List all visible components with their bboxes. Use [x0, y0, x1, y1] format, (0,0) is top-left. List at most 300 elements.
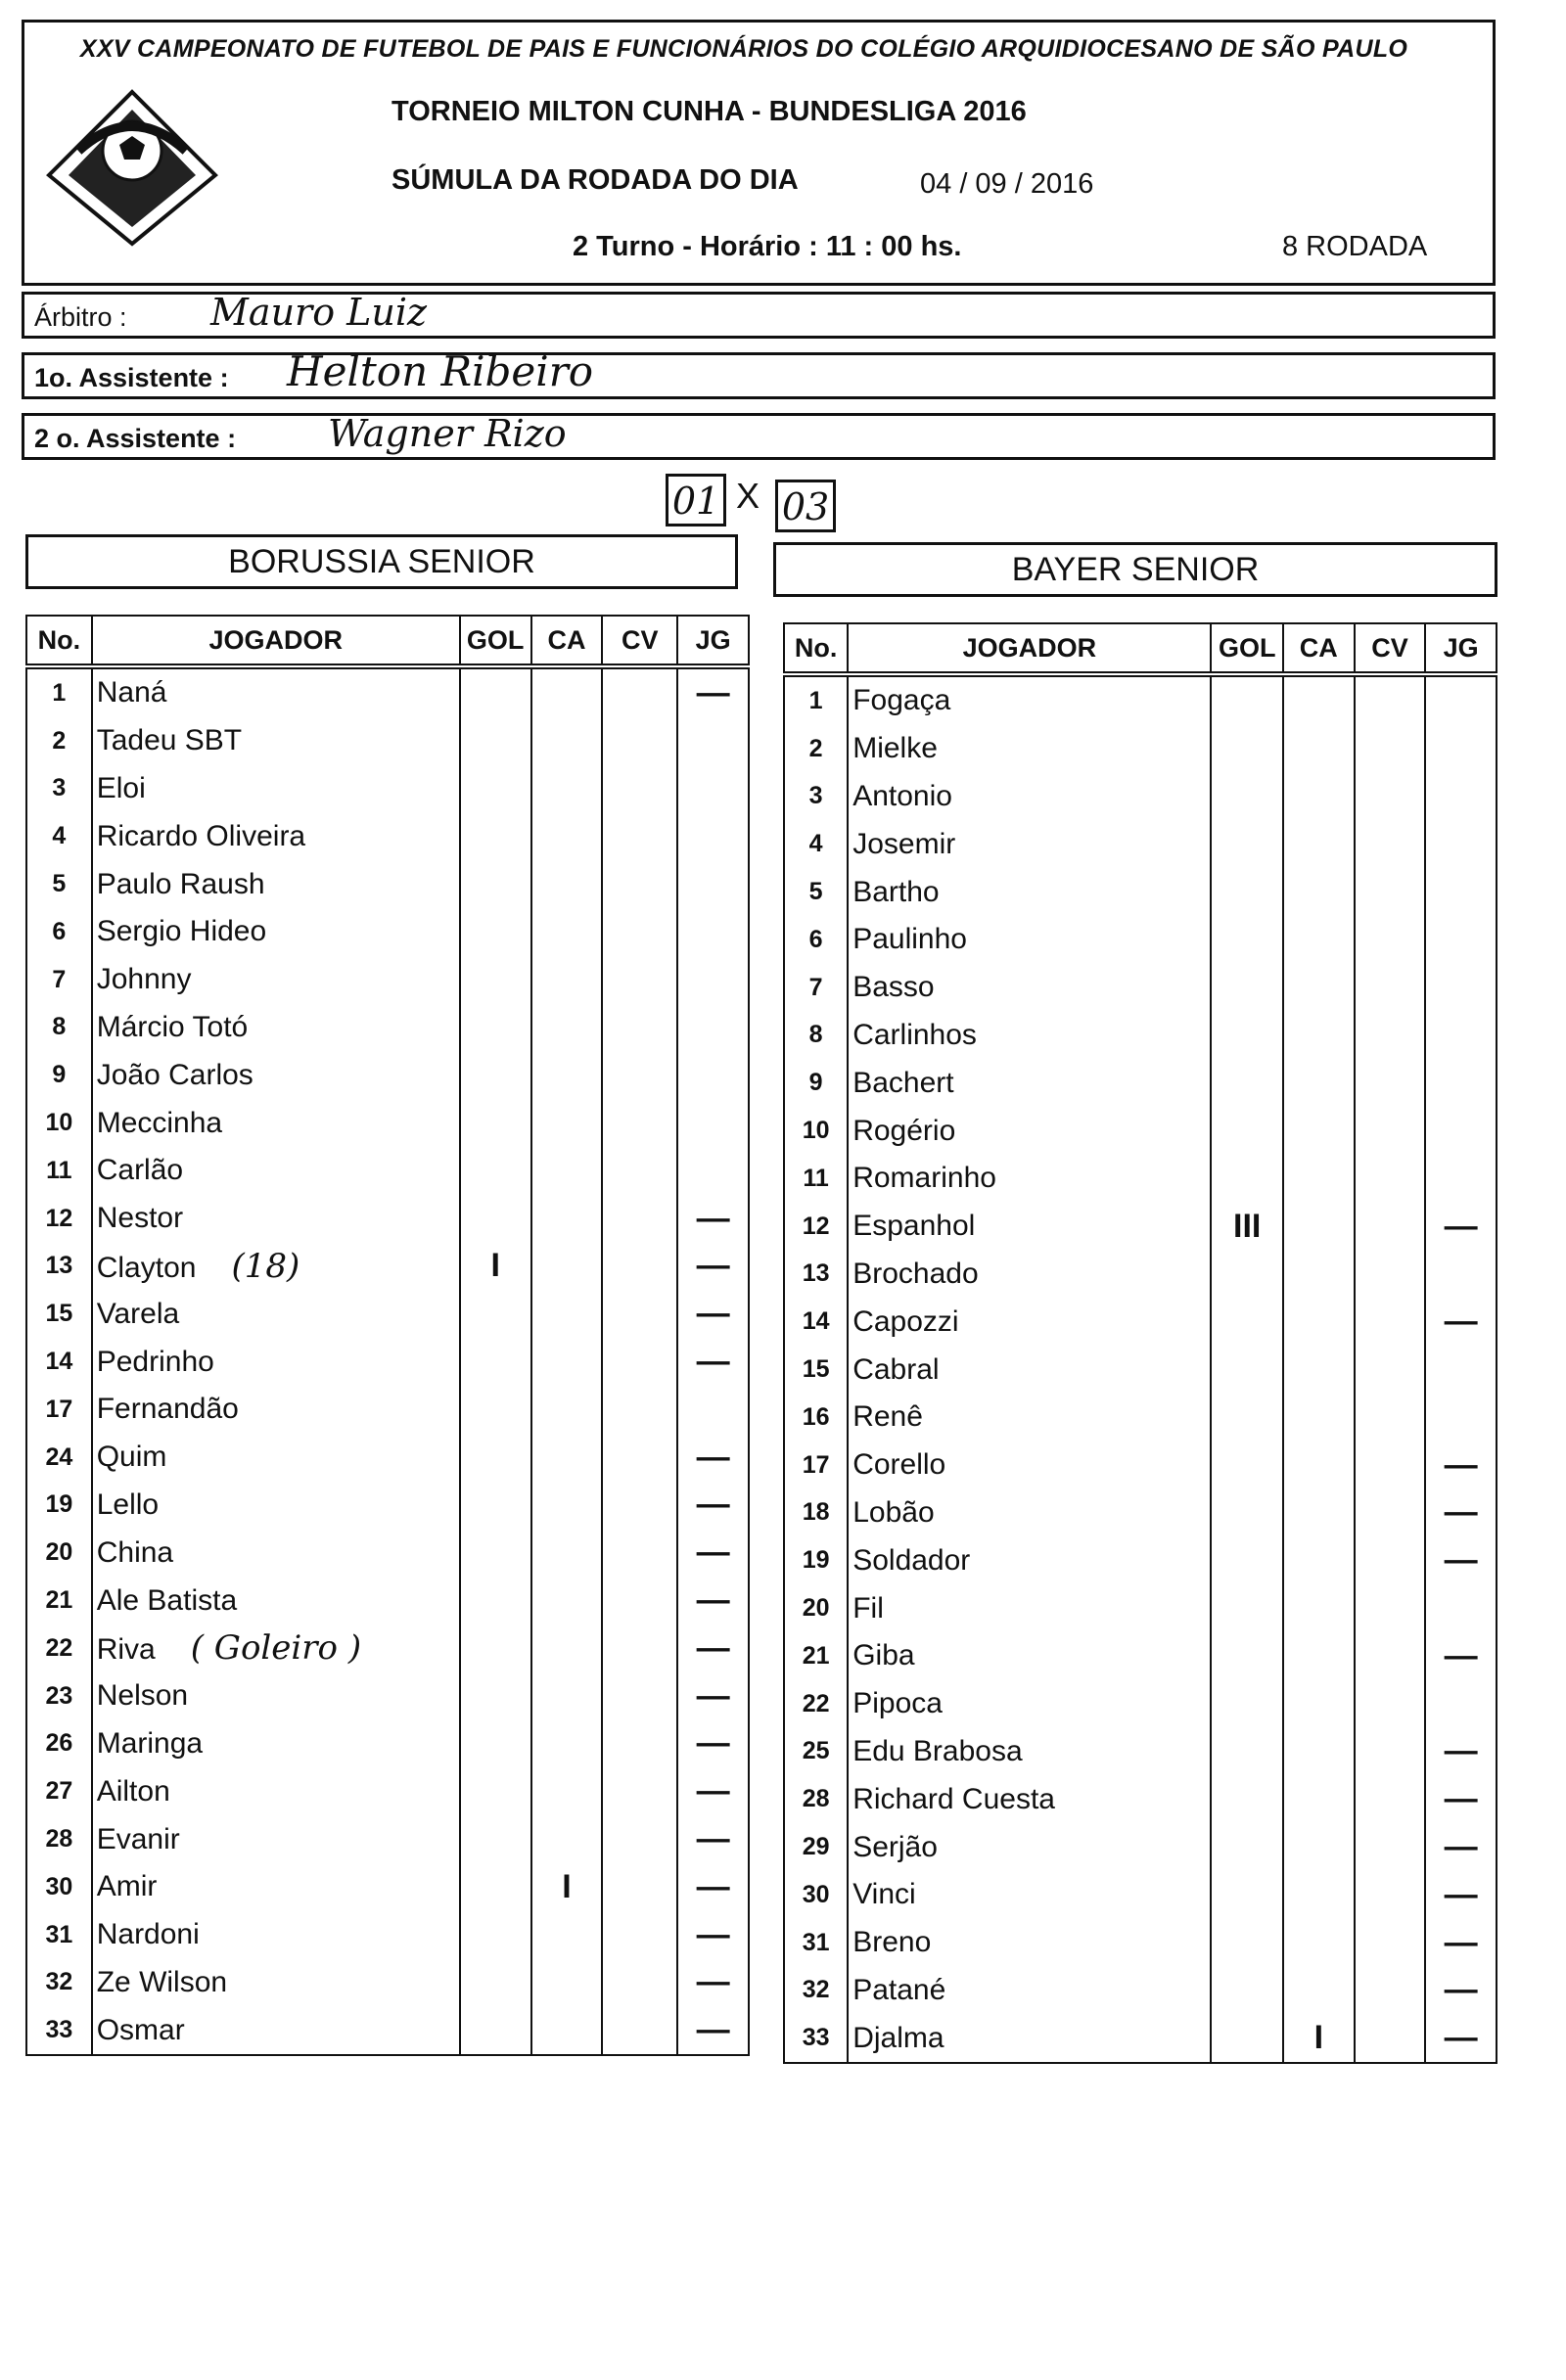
gol-cell — [460, 1911, 531, 1959]
player-name-text: Ricardo Oliveira — [96, 819, 306, 852]
player-name — [92, 1672, 460, 1720]
gol-cell — [1211, 1632, 1282, 1680]
gol-cell — [460, 1959, 531, 2007]
player-name — [848, 1251, 1211, 1299]
player-name — [92, 1815, 460, 1863]
gol-cell — [460, 1482, 531, 1530]
player-name — [92, 1386, 460, 1434]
assistant2-row — [22, 413, 1496, 460]
gol-cell — [460, 908, 531, 956]
player-name-text: Johnny — [96, 963, 192, 996]
table-row — [784, 1155, 1497, 1203]
table-row — [784, 868, 1497, 916]
player-name — [848, 1012, 1211, 1060]
ca-cell — [1283, 916, 1355, 964]
player-name-text: Carlinhos — [852, 1018, 977, 1051]
gol-cell — [460, 1625, 531, 1672]
player-number: 4 — [784, 820, 848, 868]
cv-cell — [602, 1577, 677, 1625]
table-row — [784, 1442, 1497, 1489]
jg-cell — [1425, 1394, 1497, 1442]
player-number: 17 — [26, 1386, 92, 1434]
ca-cell — [1283, 1107, 1355, 1155]
jg-cell — [677, 1386, 749, 1434]
player-name — [92, 1099, 460, 1147]
ca-cell — [1283, 1871, 1355, 1919]
table-row — [784, 1919, 1497, 1967]
jg-cell — [677, 717, 749, 765]
col-gol: GOL — [1211, 623, 1282, 674]
cv-cell — [1355, 1203, 1426, 1251]
player-number: 33 — [784, 2014, 848, 2063]
gol-cell — [1211, 1298, 1282, 1346]
player-name-text: Ze Wilson — [96, 1965, 228, 1998]
tournament-name: TORNEIO MILTON CUNHA - BUNDESLIGA 2016 — [392, 96, 1027, 127]
ca-cell — [531, 1577, 603, 1625]
ca-cell — [531, 1290, 603, 1338]
player-name — [848, 1823, 1211, 1871]
player-number: 12 — [784, 1203, 848, 1251]
ca-cell — [1283, 725, 1355, 773]
ca-cell — [531, 1720, 603, 1768]
player-number: 8 — [784, 1012, 848, 1060]
jg-cell: — — [677, 1195, 749, 1243]
jg-cell — [677, 860, 749, 908]
ca-cell — [531, 1099, 603, 1147]
table-row — [784, 773, 1497, 821]
player-number: 32 — [26, 1959, 92, 2007]
player-number: 5 — [784, 868, 848, 916]
table-row — [26, 1482, 749, 1530]
ca-cell — [531, 1147, 603, 1195]
ca-cell — [531, 1434, 603, 1482]
player-name — [92, 1863, 460, 1911]
player-number: 27 — [26, 1767, 92, 1815]
player-name-text: Breno — [852, 1926, 932, 1959]
table-row — [784, 916, 1497, 964]
player-name — [92, 956, 460, 1004]
player-name-text: Amir — [96, 1870, 158, 1903]
championship-title: XXV CAMPEONATO DE FUTEBOL DE PAIS E FUNCIONÁRIOS DO COLÉGIO ARQUIDIOCESANO DE SÃO PAULO — [79, 35, 1408, 63]
ca-cell — [1283, 1298, 1355, 1346]
referee-row — [22, 292, 1496, 339]
cv-cell — [602, 1625, 677, 1672]
player-name-text: Ailton — [96, 1774, 170, 1808]
table-row — [26, 1004, 749, 1052]
player-name — [92, 1577, 460, 1625]
player-name — [848, 1203, 1211, 1251]
player-number: 11 — [26, 1147, 92, 1195]
ca-cell — [1283, 1680, 1355, 1728]
table-row — [784, 1489, 1497, 1537]
player-number: 33 — [26, 2006, 92, 2055]
cv-cell — [1355, 1680, 1426, 1728]
cv-cell — [602, 1147, 677, 1195]
table-row — [784, 1059, 1497, 1107]
table-row — [784, 725, 1497, 773]
player-number: 8 — [26, 1004, 92, 1052]
jg-cell — [1425, 1107, 1497, 1155]
cv-cell — [602, 1720, 677, 1768]
player-name — [848, 1298, 1211, 1346]
col-cv: CV — [1355, 623, 1426, 674]
table-row — [784, 1680, 1497, 1728]
table-row — [26, 1911, 749, 1959]
player-number: 28 — [26, 1815, 92, 1863]
gol-cell — [460, 1863, 531, 1911]
cv-cell — [1355, 1775, 1426, 1823]
assistant2-label: 2 o. Assistente : — [34, 424, 237, 453]
cv-cell — [1355, 1394, 1426, 1442]
table-row — [26, 1863, 749, 1911]
table-row — [784, 1251, 1497, 1299]
jg-cell: — — [677, 1959, 749, 2007]
score-separator: X — [736, 476, 760, 516]
player-name — [92, 1051, 460, 1099]
player-name-text: Meccinha — [96, 1106, 223, 1139]
player-number: 16 — [784, 1394, 848, 1442]
ca-cell — [531, 717, 603, 765]
table-row — [26, 908, 749, 956]
gol-cell — [1211, 1442, 1282, 1489]
cv-cell — [1355, 1442, 1426, 1489]
cv-cell — [602, 1243, 677, 1291]
gol-cell — [1211, 773, 1282, 821]
player-name-text: Sergio Hideo — [96, 915, 267, 948]
table-row — [784, 1632, 1497, 1680]
referee-name: Mauro Luiz — [210, 291, 428, 334]
gol-cell — [460, 1386, 531, 1434]
player-number: 31 — [784, 1919, 848, 1967]
jg-cell: — — [677, 1625, 749, 1672]
player-name — [92, 812, 460, 860]
player-name-text: Edu Brabosa — [852, 1734, 1023, 1767]
ca-cell — [1283, 773, 1355, 821]
player-number: 31 — [26, 1911, 92, 1959]
cv-cell — [1355, 1012, 1426, 1060]
table-row — [784, 1203, 1497, 1251]
player-name-text: Basso — [852, 971, 935, 1004]
player-number: 11 — [784, 1155, 848, 1203]
player-name-text: Rogério — [852, 1114, 956, 1147]
gol-cell — [460, 1099, 531, 1147]
jg-cell — [677, 908, 749, 956]
gol-cell — [1211, 964, 1282, 1012]
player-name-text: Renê — [852, 1400, 923, 1434]
school-logo-icon — [39, 82, 225, 253]
gol-cell — [1211, 1536, 1282, 1584]
gol-cell — [460, 1720, 531, 1768]
player-name — [848, 1107, 1211, 1155]
gol-cell — [1211, 1680, 1282, 1728]
jg-cell — [677, 765, 749, 813]
player-name-text: Varela — [96, 1297, 180, 1330]
table-row — [26, 1625, 749, 1672]
player-name-text: Antonio — [852, 779, 952, 812]
cv-cell — [602, 860, 677, 908]
gol-cell — [460, 956, 531, 1004]
table-row — [26, 1434, 749, 1482]
ca-cell — [531, 1529, 603, 1577]
cv-cell — [602, 1815, 677, 1863]
player-name — [92, 1482, 460, 1530]
cv-cell — [602, 1386, 677, 1434]
jg-cell — [1425, 1584, 1497, 1632]
player-number: 3 — [784, 773, 848, 821]
table-row — [784, 1298, 1497, 1346]
gol-cell — [1211, 1775, 1282, 1823]
player-name-text: Vinci — [852, 1878, 916, 1911]
assistant1-name: Helton Ribeiro — [287, 347, 594, 395]
gol-cell — [1211, 1584, 1282, 1632]
table-row — [784, 1394, 1497, 1442]
jg-cell: — — [1425, 1967, 1497, 2015]
cv-cell — [602, 908, 677, 956]
player-name — [92, 1767, 460, 1815]
table-row — [784, 1775, 1497, 1823]
player-number: 1 — [784, 674, 848, 725]
cv-cell — [602, 1099, 677, 1147]
jg-cell: — — [1425, 1728, 1497, 1776]
player-name-text: Paulinho — [852, 923, 967, 956]
gol-cell — [460, 717, 531, 765]
ca-cell — [531, 1195, 603, 1243]
jg-cell: — — [677, 1434, 749, 1482]
player-number: 19 — [26, 1482, 92, 1530]
cv-cell — [602, 717, 677, 765]
table-row — [784, 1584, 1497, 1632]
player-name-text: Eloi — [96, 771, 146, 804]
jg-cell — [1425, 1012, 1497, 1060]
ca-cell — [1283, 1203, 1355, 1251]
player-name — [848, 1775, 1211, 1823]
player-name-text: Josemir — [852, 827, 956, 860]
jg-cell: — — [1425, 2014, 1497, 2063]
gol-cell — [460, 1195, 531, 1243]
player-number: 2 — [26, 717, 92, 765]
home-roster-table — [25, 615, 750, 2056]
gol-cell — [1211, 820, 1282, 868]
gol-cell — [460, 1004, 531, 1052]
cv-cell — [602, 1338, 677, 1386]
player-name-text: Nardoni — [96, 1918, 200, 1951]
cv-cell — [1355, 820, 1426, 868]
player-name-text: Fil — [852, 1591, 884, 1625]
player-name — [92, 765, 460, 813]
player-name — [92, 1243, 460, 1291]
player-number: 32 — [784, 1967, 848, 2015]
table-row — [26, 666, 749, 717]
match-date: 04 / 09 / 2016 — [920, 168, 1094, 200]
player-name — [92, 1529, 460, 1577]
player-name-text: Osmar — [96, 2013, 185, 2046]
table-row — [784, 1871, 1497, 1919]
player-name-text: Djalma — [852, 2021, 944, 2054]
table-row — [26, 1338, 749, 1386]
ca-cell — [1283, 1919, 1355, 1967]
table-row — [26, 1767, 749, 1815]
player-name — [848, 1346, 1211, 1394]
ca-cell — [1283, 1584, 1355, 1632]
col-gol: GOL — [460, 616, 531, 666]
gol-cell — [1211, 916, 1282, 964]
table-row — [26, 1099, 749, 1147]
gol-cell — [1211, 1394, 1282, 1442]
cv-cell — [1355, 1107, 1426, 1155]
jg-cell: — — [677, 1911, 749, 1959]
home-team-name: BORUSSIA SENIOR — [25, 534, 738, 589]
cv-cell — [1355, 1059, 1426, 1107]
gol-cell — [460, 812, 531, 860]
ca-cell — [531, 1004, 603, 1052]
cv-cell — [1355, 674, 1426, 725]
player-name-text: Carlão — [96, 1154, 184, 1187]
player-number: 30 — [26, 1863, 92, 1911]
player-name — [848, 725, 1211, 773]
player-number: 9 — [784, 1059, 848, 1107]
cv-cell — [602, 1290, 677, 1338]
player-name-text: Lobão — [852, 1495, 935, 1529]
cv-cell — [1355, 1967, 1426, 2015]
player-note: ( Goleiro ) — [190, 1628, 362, 1669]
player-name-text: Nelson — [96, 1679, 189, 1713]
player-number: 17 — [784, 1442, 848, 1489]
ca-cell — [531, 1959, 603, 2007]
gol-cell — [460, 1815, 531, 1863]
jg-cell — [1425, 773, 1497, 821]
player-name — [848, 1728, 1211, 1776]
jg-cell — [1425, 1680, 1497, 1728]
table-row — [784, 1728, 1497, 1776]
col-jg: JG — [677, 616, 749, 666]
jg-cell: — — [677, 1243, 749, 1291]
cv-cell — [1355, 1251, 1426, 1299]
jg-cell: — — [677, 1863, 749, 1911]
table-row — [26, 1577, 749, 1625]
cv-cell — [1355, 2014, 1426, 2063]
ca-cell — [1283, 1155, 1355, 1203]
player-name — [848, 1632, 1211, 1680]
col-no: No. — [26, 616, 92, 666]
jg-cell: — — [1425, 1203, 1497, 1251]
cv-cell — [1355, 1728, 1426, 1776]
player-name — [92, 1434, 460, 1482]
cv-cell — [1355, 916, 1426, 964]
jg-cell: — — [1425, 1489, 1497, 1537]
ca-cell — [531, 2006, 603, 2055]
cv-cell — [602, 1911, 677, 1959]
gol-cell — [460, 1051, 531, 1099]
gol-cell — [1211, 674, 1282, 725]
player-name — [848, 868, 1211, 916]
cv-cell — [1355, 1346, 1426, 1394]
player-name — [848, 964, 1211, 1012]
jg-cell: — — [677, 1672, 749, 1720]
jg-cell — [1425, 674, 1497, 725]
gol-cell — [460, 2006, 531, 2055]
cv-cell — [1355, 1632, 1426, 1680]
ca-cell — [531, 1767, 603, 1815]
cv-cell — [602, 1863, 677, 1911]
player-name-text: Serjão — [852, 1830, 938, 1863]
player-name-text: Fogaça — [852, 684, 951, 717]
gol-cell — [1211, 1346, 1282, 1394]
player-name — [848, 820, 1211, 868]
player-name-text: Espanhol — [852, 1210, 976, 1243]
player-number: 13 — [26, 1243, 92, 1291]
cv-cell — [602, 1959, 677, 2007]
ca-cell — [1283, 674, 1355, 725]
table-row — [26, 860, 749, 908]
table-row — [26, 956, 749, 1004]
cv-cell — [602, 765, 677, 813]
player-name — [848, 773, 1211, 821]
jg-cell — [1425, 1251, 1497, 1299]
player-number: 20 — [784, 1584, 848, 1632]
ca-cell — [1283, 1442, 1355, 1489]
col-ca: CA — [1283, 623, 1355, 674]
jg-cell: — — [677, 1338, 749, 1386]
gol-cell — [460, 1767, 531, 1815]
jg-cell — [677, 1147, 749, 1195]
table-row — [26, 1959, 749, 2007]
player-number: 12 — [26, 1195, 92, 1243]
cv-cell — [1355, 1871, 1426, 1919]
referee-label: Árbitro : — [34, 302, 127, 332]
ca-cell — [531, 666, 603, 717]
player-number: 1 — [26, 666, 92, 717]
away-table-header — [784, 623, 1497, 674]
jg-cell: — — [1425, 1775, 1497, 1823]
player-name-text: Nestor — [96, 1202, 184, 1235]
gol-cell — [460, 1147, 531, 1195]
table-row — [26, 1815, 749, 1863]
player-name-text: Evanir — [96, 1822, 180, 1855]
jg-cell — [677, 812, 749, 860]
jg-cell: — — [677, 1815, 749, 1863]
cv-cell — [602, 666, 677, 717]
assistant2-name: Wagner Rizo — [328, 412, 567, 455]
player-name-text: China — [96, 1535, 174, 1569]
table-row — [26, 1386, 749, 1434]
ca-cell — [1283, 1823, 1355, 1871]
player-number: 22 — [784, 1680, 848, 1728]
jg-cell — [1425, 725, 1497, 773]
ca-cell — [1283, 1394, 1355, 1442]
ca-cell — [1283, 1012, 1355, 1060]
player-name — [848, 1489, 1211, 1537]
player-name-text: Corello — [852, 1448, 946, 1482]
cv-cell — [602, 956, 677, 1004]
player-number: 2 — [784, 725, 848, 773]
player-name — [848, 1871, 1211, 1919]
cv-cell — [602, 812, 677, 860]
player-name — [92, 1147, 460, 1195]
player-number: 15 — [26, 1290, 92, 1338]
player-name-text: Márcio Totó — [96, 1010, 249, 1043]
turno-time: 2 Turno - Horário : 11 : 00 hs. — [573, 231, 962, 262]
assistant1-label: 1o. Assistente : — [34, 363, 229, 392]
player-name — [848, 1442, 1211, 1489]
player-name — [848, 1680, 1211, 1728]
player-name-text: Giba — [852, 1639, 915, 1672]
player-name — [848, 916, 1211, 964]
cv-cell — [602, 1051, 677, 1099]
gol-cell — [460, 1338, 531, 1386]
gol-cell — [1211, 1823, 1282, 1871]
gol-cell — [1211, 725, 1282, 773]
player-name — [848, 1394, 1211, 1442]
